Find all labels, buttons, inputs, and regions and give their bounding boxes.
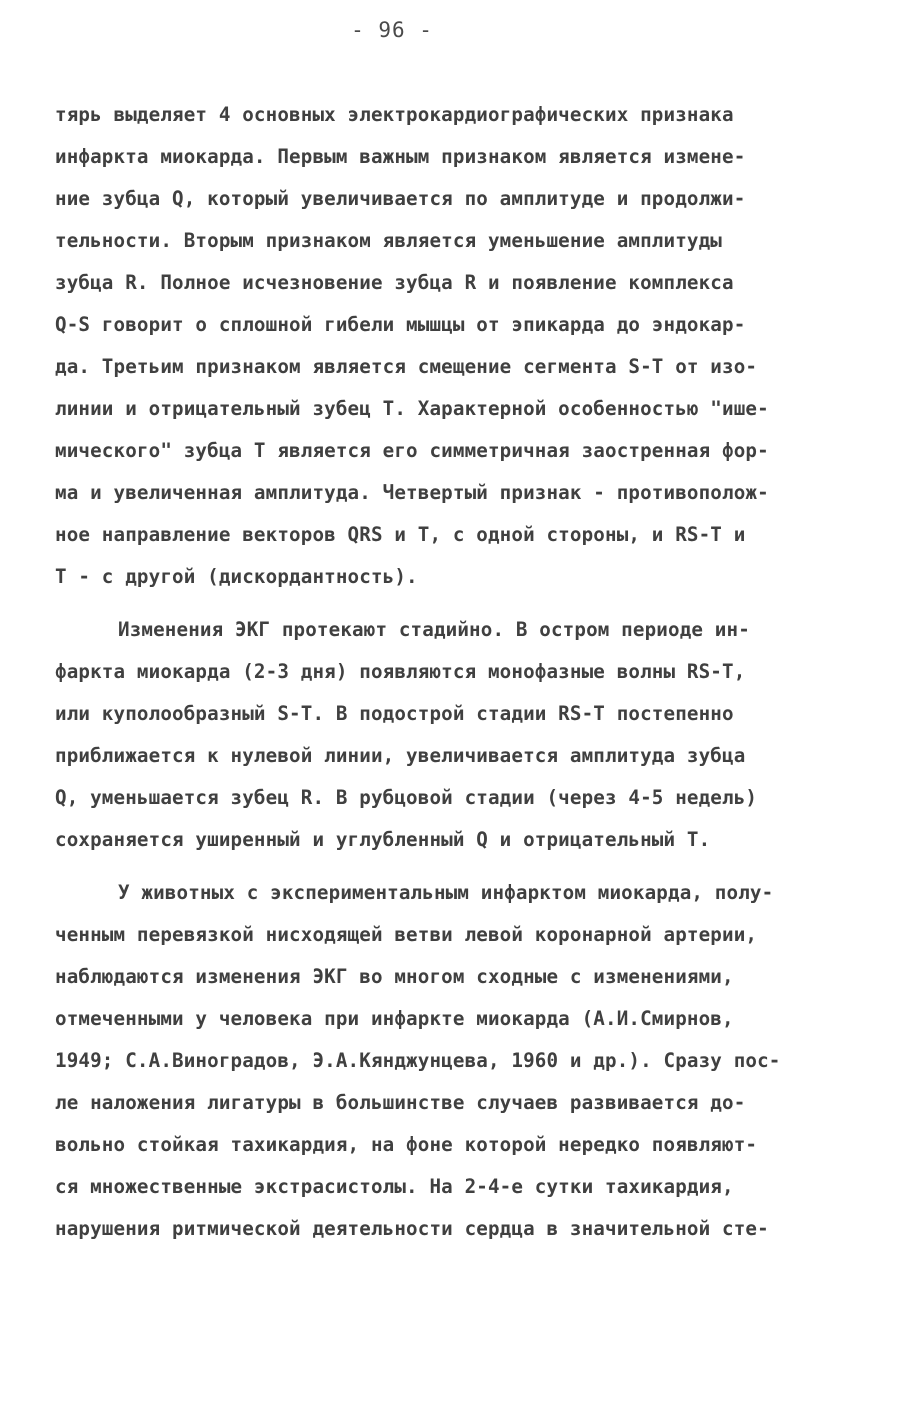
text-line: вольно стойкая тахикардия, на фоне которой нередко появляют- bbox=[55, 1133, 758, 1156]
text-line: ма и увеличенная амплитуда. Четвертый признак - противополож- bbox=[55, 481, 769, 504]
body-text bbox=[55, 94, 855, 1250]
text-line: фаркта миокарда (2-3 дня) появляются монофазные волны RS-T, bbox=[55, 660, 746, 683]
text-line: сохраняется уширенный и углубленный Q и отрицательный Т. bbox=[55, 828, 711, 851]
text-line: да. Третьим признаком является смещение сегмента S-T от изо- bbox=[55, 355, 758, 378]
text-line: приближается к нулевой линии, увеличивается амплитуда зубца bbox=[55, 744, 746, 767]
text-line: тярь выделяет 4 основных электрокардиографических признака bbox=[55, 103, 734, 126]
text-line: тельности. Вторым признаком является уменьшение амплитуды bbox=[55, 229, 723, 252]
text-line: нарушения ритмической деятельности сердца в значительной сте- bbox=[55, 1217, 769, 1240]
text-line: ние зубца Q, который увеличивается по амплитуде и продолжи- bbox=[55, 187, 746, 210]
paragraph bbox=[55, 609, 855, 861]
text-line: линии и отрицательный зубец Т. Характерной особенностью "ише- bbox=[55, 397, 769, 420]
text-line: отмеченными у человека при инфаркте миокарда (А.И.Смирнов, bbox=[55, 1007, 734, 1030]
text-line: ле наложения лигатуры в большинстве случаев развивается до- bbox=[55, 1091, 746, 1114]
text-line: Q-S говорит о сплошной гибели мышцы от эпикарда до эндокар- bbox=[55, 313, 746, 336]
text-line: инфаркта миокарда. Первым важным признаком является измене- bbox=[55, 145, 746, 168]
text-line: Q, уменьшается зубец R. В рубцовой стадии (через 4-5 недель) bbox=[55, 786, 758, 809]
text-line: Изменения ЭКГ протекают стадийно. В остром периоде ин- bbox=[118, 618, 750, 641]
text-line: или куполообразный S-T. В подострой стадии RS-T постепенно bbox=[55, 702, 734, 725]
paragraph bbox=[55, 872, 855, 1250]
text-line: мического" зубца Т является его симметричная заостренная фор- bbox=[55, 439, 769, 462]
text-line: зубца R. Полное исчезновение зубца R и появление комплекса bbox=[55, 271, 734, 294]
text-line: 1949; С.А.Виноградов, Э.А.Кянджунцева, 1960 и др.). Сразу пос- bbox=[55, 1049, 781, 1072]
paragraph-gap bbox=[55, 861, 855, 872]
text-line: ченным перевязкой нисходящей ветви левой коронарной артерии, bbox=[55, 923, 758, 946]
paragraph-gap bbox=[55, 598, 855, 609]
text-line: У животных с экспериментальным инфарктом миокарда, полу- bbox=[118, 881, 774, 904]
text-line: наблюдаются изменения ЭКГ во многом сходные с изменениями, bbox=[55, 965, 734, 988]
text-line: Т - с другой (дискордантность). bbox=[55, 565, 418, 588]
page-number: - 96 - bbox=[351, 18, 433, 42]
text-line: ное направление векторов QRS и Т, с одной стороны, и RS-T и bbox=[55, 523, 746, 546]
text-line: ся множественные экстрасистолы. На 2-4-е сутки тахикардия, bbox=[55, 1175, 734, 1198]
paragraph bbox=[55, 94, 855, 598]
